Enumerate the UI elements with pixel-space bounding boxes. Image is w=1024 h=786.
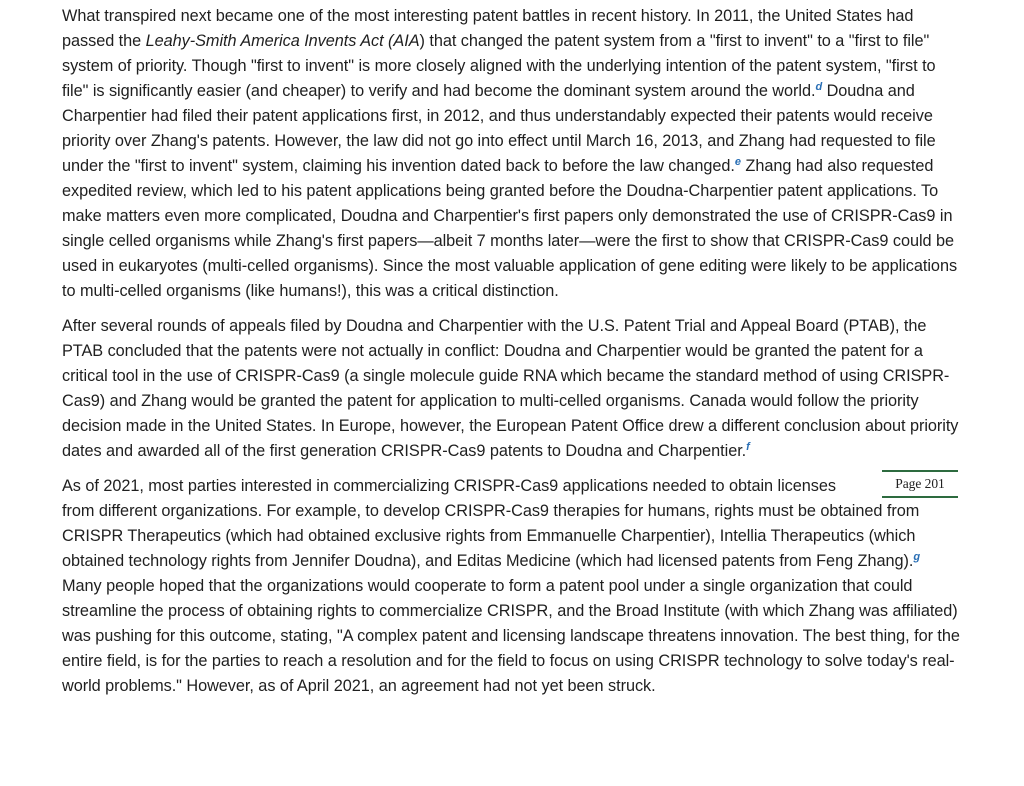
paragraph-text: Doudna and Charpentier had filed their patent applications first, in 2012, and thus understandably expected their patents would receive priority over Zhang's patents. However, the law did not go into effect until March 16, 2013, and Zhang had requested to file under the "first to invent" system, claiming his invention dated back to before the law changed. [62, 82, 936, 175]
paragraph-text: Many people hoped that the organizations would cooperate to form a patent pool under a single organization that could streamline the process of obtaining rights to commercialize CRISPR, and the Broad Institute (with which Zhang was affiliated) was pushing for this outcome, stating, "A complex patent and licensing landscape threatens innovation. The best thing, for the entire field, is for the parties to reach a resolution and for the field to focus on using CRISPR technology to solve today's real-world problems." However, as of April 2021, an agreement had not yet been struck. [62, 577, 960, 695]
paragraph-3 [62, 474, 962, 699]
footnote-reference-link[interactable]: e [734, 155, 741, 168]
paragraph-text: What transpired next became one of the most interesting patent battles in recent history. In 2011, the United States had passed the [62, 7, 914, 50]
paragraph-text: After several rounds of appeals filed by Doudna and Charpentier with the U.S. Patent Trial and Appeal Board (PTAB), the PTAB concluded that the patents were not actually in conflict: Doudna and Charpentier would be granted the patent for a critical tool in the use of CRISPR-Cas9 (a single molecule guide RNA which became the standard method of using CRISPR-Cas9) and Zhang would be granted the patent for application to multi-celled organisms. Canada would follow the priority decision made in the United States. In Europe, however, the European Patent Office drew a different conclusion about priority dates and awarded all of the first generation CRISPR-Cas9 patents to Doudna and Charpentier. [62, 317, 959, 460]
paragraph-1 [62, 4, 962, 304]
article-body [62, 4, 962, 709]
paragraph-text: As of 2021, most parties interested in commercializing CRISPR-Cas9 applications needed to obtain licenses from different organizations. For example, to develop CRISPR-Cas9 therapies for humans, rights must be obtained from CRISPR Therapeutics (which had obtained exclusive rights from Emmanuelle Charpentier), Intellia Therapeutics (which obtained technology rights from Jennifer Doudna), and Editas Medicine (which had licensed patents from Feng Zhang). [62, 477, 920, 570]
paragraph-2 [62, 314, 962, 464]
paragraph-text: ) that changed the patent system from a "first to invent" to a "first to file" system of priority. Though "first to invent" is more closely aligned with the underlying intention of the patent system, "first to file" is significantly easier (and cheaper) to verify and had become the dominant system around the world. [62, 32, 936, 100]
paragraph-text: Zhang had also requested expedited review, which led to his patent applications being granted before the Doudna-Charpentier patent applications. To make matters even more complicated, Doudna and Charpentier's first papers only demonstrated the use of CRISPR-Cas9 in single celled organisms while Zhang's first papers—albeit 7 months later—were the first to show that CRISPR-Cas9 could be used in eukaryotes (multi-celled organisms). Since the most valuable application of gene editing were likely to be applications to multi-celled organisms (like humans!), this was a critical distinction. [62, 157, 958, 300]
page-number-marker: Page 201 [882, 470, 958, 498]
footnote-reference-link[interactable]: f [746, 440, 750, 453]
footnote-reference-link[interactable]: d [815, 80, 823, 93]
footnote-reference-link[interactable]: g [913, 550, 920, 563]
italic-title: Leahy-Smith America Invents Act (AIA [145, 32, 420, 50]
